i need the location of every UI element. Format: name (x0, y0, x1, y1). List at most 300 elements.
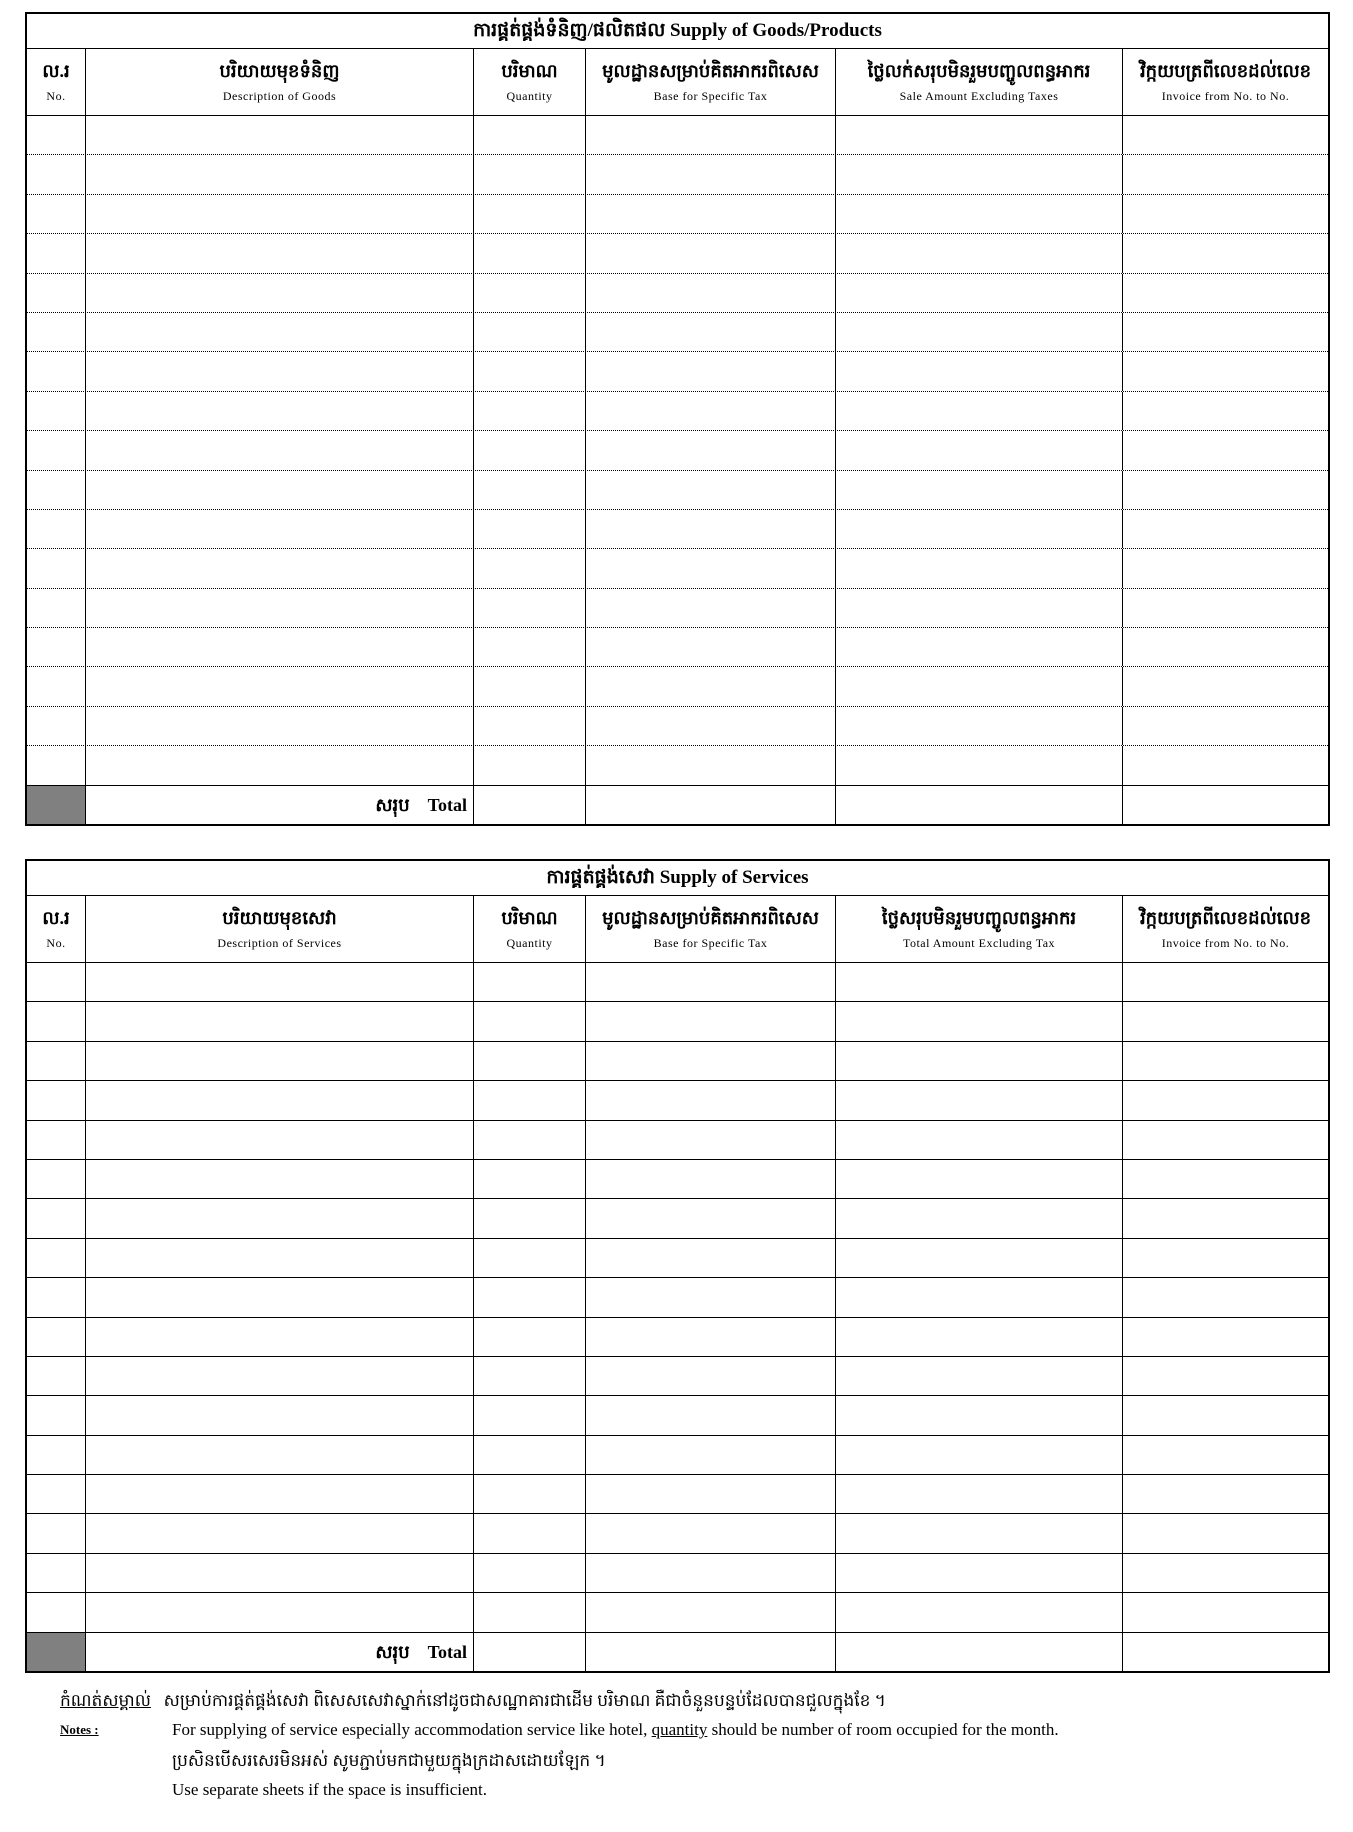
table-cell[interactable] (836, 1475, 1123, 1513)
table-row (27, 1396, 1328, 1435)
table-cell[interactable] (836, 155, 1123, 193)
table-cell[interactable] (27, 195, 86, 233)
column-header-en: Base for Specific Tax (653, 936, 768, 950)
table-cell[interactable] (86, 274, 474, 312)
table-cell[interactable] (86, 116, 474, 154)
table-cell[interactable] (1123, 1357, 1328, 1395)
table-cell[interactable] (1123, 155, 1328, 193)
table-cell[interactable] (474, 1396, 586, 1434)
table-cell[interactable] (86, 549, 474, 587)
table-cell[interactable] (27, 1357, 86, 1395)
table-cell[interactable] (586, 1514, 836, 1552)
table-body (27, 116, 1328, 786)
column-header-en: Invoice from No. to No. (1161, 936, 1290, 950)
table-row (27, 667, 1328, 706)
services-title (27, 861, 1328, 896)
table-row (27, 1081, 1328, 1120)
table-cell[interactable] (836, 234, 1123, 272)
column-header-kh: វិក្កយបត្រពីលេខដល់លេខ (1139, 908, 1312, 928)
column-header (1123, 49, 1328, 115)
table-cell[interactable] (27, 1514, 86, 1552)
table-cell[interactable] (586, 1199, 836, 1237)
table-row (27, 1318, 1328, 1357)
table-cell[interactable] (586, 1121, 836, 1159)
table-cell[interactable] (586, 549, 836, 587)
table-cell[interactable] (86, 1357, 474, 1395)
table-cell[interactable] (27, 116, 86, 154)
shaded-cell (27, 1633, 86, 1671)
table-cell[interactable] (586, 1160, 836, 1198)
table-cell[interactable] (586, 155, 836, 193)
table-cell[interactable] (1123, 1081, 1328, 1119)
table-cell[interactable] (1123, 471, 1328, 509)
column-header (586, 49, 836, 115)
table-cell[interactable] (474, 1081, 586, 1119)
note-text: quantity (651, 1720, 708, 1739)
table-cell[interactable] (86, 1081, 474, 1119)
table-row (27, 1002, 1328, 1041)
table-cell[interactable] (86, 392, 474, 430)
column-header (27, 896, 86, 962)
header-row (27, 49, 1328, 116)
table-cell[interactable] (836, 667, 1123, 705)
table-cell[interactable] (836, 707, 1123, 745)
total-row (27, 786, 1328, 824)
table-cell[interactable] (86, 1475, 474, 1513)
table-cell[interactable] (1123, 589, 1328, 627)
table-cell[interactable] (27, 1396, 86, 1434)
table-cell[interactable] (1123, 1475, 1328, 1513)
table-cell[interactable] (836, 549, 1123, 587)
table-row (27, 392, 1328, 431)
table-cell[interactable] (86, 1199, 474, 1237)
table-cell[interactable] (1123, 963, 1328, 1001)
table-cell[interactable] (836, 1593, 1123, 1631)
column-header-kh: វិក្កយបត្រពីលេខដល់លេខ (1139, 61, 1312, 81)
table-cell[interactable] (1123, 1436, 1328, 1474)
table-cell[interactable] (1123, 274, 1328, 312)
table-cell[interactable] (836, 1002, 1123, 1040)
table-row (27, 274, 1328, 313)
table-cell[interactable] (586, 628, 836, 666)
total-label (86, 1633, 474, 1671)
table-cell[interactable] (474, 1239, 586, 1277)
table-cell[interactable] (586, 1396, 836, 1434)
table-cell[interactable] (1123, 1239, 1328, 1277)
total-label-kh: សរុប (375, 1641, 410, 1662)
total-label-en: Total (427, 1641, 467, 1662)
column-header (1123, 896, 1328, 962)
table-cell[interactable] (474, 1199, 586, 1237)
table-cell[interactable] (836, 510, 1123, 548)
table-cell[interactable] (27, 431, 86, 469)
table-cell[interactable] (474, 234, 586, 272)
table-cell[interactable] (836, 1554, 1123, 1592)
table-cell[interactable] (1123, 1318, 1328, 1356)
table-cell[interactable] (474, 667, 586, 705)
table-cell[interactable] (836, 392, 1123, 430)
table-cell[interactable] (474, 392, 586, 430)
table-row (27, 195, 1328, 234)
table-cell[interactable] (474, 1475, 586, 1513)
table-cell[interactable] (86, 589, 474, 627)
table-row (27, 155, 1328, 194)
table-cell[interactable] (586, 471, 836, 509)
table-cell[interactable] (1123, 116, 1328, 154)
table-cell[interactable] (836, 1436, 1123, 1474)
table-cell[interactable] (1123, 1514, 1328, 1552)
table-cell[interactable] (1123, 549, 1328, 587)
table-cell[interactable] (474, 1554, 586, 1592)
table-cell[interactable] (474, 1318, 586, 1356)
table-cell[interactable] (27, 1121, 86, 1159)
column-header-en: Total Amount Excluding Tax (902, 936, 1056, 950)
table-cell[interactable] (1123, 431, 1328, 469)
total-cell[interactable] (836, 786, 1123, 824)
column-header (27, 49, 86, 115)
table-cell[interactable] (1123, 1160, 1328, 1198)
notes-line1-en (172, 1720, 1059, 1740)
note-text: សម្រាប់ការផ្គត់ផ្គង់សេវា ពិសេសសេវាស្នាក់នៅដូចជាសណ្ឋាគារជាដើម បរិមាណ គឺជាចំនួនបន្ទប់ដែលបានជួលក្នុងខែ ។ (163, 1691, 886, 1710)
column-header-kh: ថ្លៃលក់សរុបមិនរួមបញ្ចូលពន្ធអាករ (867, 61, 1091, 81)
table-cell[interactable] (586, 352, 836, 390)
table-cell[interactable] (474, 1357, 586, 1395)
table-cell[interactable] (1123, 667, 1328, 705)
table-cell[interactable] (586, 707, 836, 745)
table-cell[interactable] (586, 1593, 836, 1631)
table-cell[interactable] (86, 1436, 474, 1474)
table-cell[interactable] (836, 1121, 1123, 1159)
table-cell[interactable] (27, 1199, 86, 1237)
table-row (27, 549, 1328, 588)
table-cell[interactable] (27, 1002, 86, 1040)
shaded-cell (27, 786, 86, 824)
table-row (27, 628, 1328, 667)
table-cell[interactable] (1123, 746, 1328, 784)
table-cell[interactable] (27, 313, 86, 351)
table-cell[interactable] (1123, 707, 1328, 745)
table-cell[interactable] (474, 1042, 586, 1080)
table-cell[interactable] (586, 1042, 836, 1080)
table-cell[interactable] (474, 549, 586, 587)
table-cell[interactable] (27, 1042, 86, 1080)
table-cell[interactable] (27, 352, 86, 390)
table-row (27, 707, 1328, 746)
table-cell[interactable] (586, 1357, 836, 1395)
table-cell[interactable] (836, 274, 1123, 312)
table-cell[interactable] (1123, 234, 1328, 272)
total-cell[interactable] (474, 1633, 586, 1671)
column-header-en: No. (46, 89, 66, 103)
table-cell[interactable] (474, 195, 586, 233)
table-cell[interactable] (586, 667, 836, 705)
table-cell[interactable] (86, 1396, 474, 1434)
table-cell[interactable] (1123, 1002, 1328, 1040)
table-cell[interactable] (474, 116, 586, 154)
table-cell[interactable] (586, 1436, 836, 1474)
table-cell[interactable] (27, 1278, 86, 1316)
table-row (27, 1278, 1328, 1317)
column-header-en: Invoice from No. to No. (1161, 89, 1290, 103)
table-row (27, 1199, 1328, 1238)
table-cell[interactable] (86, 313, 474, 351)
table-cell[interactable] (836, 1514, 1123, 1552)
table-row (27, 1593, 1328, 1632)
title-en: Supply of Goods/Products (670, 20, 882, 41)
table-cell[interactable] (27, 589, 86, 627)
table-cell[interactable] (1123, 313, 1328, 351)
table-cell[interactable] (586, 1081, 836, 1119)
table-cell[interactable] (86, 1239, 474, 1277)
table-row (27, 1436, 1328, 1475)
table-cell[interactable] (586, 1554, 836, 1592)
table-cell[interactable] (86, 1593, 474, 1631)
table-cell[interactable] (27, 510, 86, 548)
table-cell[interactable] (586, 510, 836, 548)
table-cell[interactable] (27, 628, 86, 666)
table-cell[interactable] (836, 1239, 1123, 1277)
table-cell[interactable] (1123, 628, 1328, 666)
table-cell[interactable] (27, 1160, 86, 1198)
table-cell[interactable] (836, 963, 1123, 1001)
table-cell[interactable] (86, 1554, 474, 1592)
table-cell[interactable] (1123, 392, 1328, 430)
column-header-kh: ល.រ (42, 61, 70, 81)
table-cell[interactable] (836, 1160, 1123, 1198)
total-cell[interactable] (1123, 786, 1328, 824)
table-cell[interactable] (27, 1593, 86, 1631)
table-cell[interactable] (1123, 1199, 1328, 1237)
table-cell[interactable] (27, 1081, 86, 1119)
column-header-en: Description of Services (217, 936, 342, 950)
table-cell[interactable] (86, 1514, 474, 1552)
table-cell[interactable] (836, 471, 1123, 509)
table-cell[interactable] (474, 1160, 586, 1198)
table-cell[interactable] (836, 746, 1123, 784)
table-cell[interactable] (586, 1475, 836, 1513)
table-cell[interactable] (474, 1002, 586, 1040)
table-cell[interactable] (27, 963, 86, 1001)
notes-label-kh: កំណត់សម្គាល់ (60, 1691, 151, 1710)
column-header-kh: មូលដ្ឋានសម្រាប់គិតអាករពិសេស (602, 908, 819, 928)
table-cell[interactable] (1123, 1396, 1328, 1434)
table-cell[interactable] (1123, 510, 1328, 548)
table-cell[interactable] (474, 628, 586, 666)
total-cell[interactable] (1123, 1633, 1328, 1671)
goods-title (27, 14, 1328, 49)
services-table (25, 859, 1330, 1673)
table-cell[interactable] (474, 352, 586, 390)
title-kh: ការផ្គត់ផ្គង់សេវា (546, 867, 655, 888)
table-cell[interactable] (27, 1554, 86, 1592)
table-cell[interactable] (86, 234, 474, 272)
table-cell[interactable] (474, 1121, 586, 1159)
notes-line1-kh (60, 1690, 886, 1715)
table-cell[interactable] (474, 963, 586, 1001)
column-header-kh: ថ្លៃសរុបមិនរួមបញ្ចូលពន្ធអាករ (881, 908, 1077, 928)
table-cell[interactable] (86, 746, 474, 784)
table-row (27, 1475, 1328, 1514)
table-cell[interactable] (27, 707, 86, 745)
total-cell[interactable] (474, 786, 586, 824)
total-cell[interactable] (586, 786, 836, 824)
column-header-kh: ល.រ (42, 908, 70, 928)
table-cell[interactable] (586, 392, 836, 430)
table-cell[interactable] (86, 1002, 474, 1040)
table-row (27, 1357, 1328, 1396)
table-cell[interactable] (474, 155, 586, 193)
table-cell[interactable] (474, 746, 586, 784)
column-header-en: Sale Amount Excluding Taxes (899, 89, 1059, 103)
table-cell[interactable] (86, 1160, 474, 1198)
column-header (86, 896, 474, 962)
column-header (836, 49, 1123, 115)
table-row (27, 510, 1328, 549)
header-row (27, 896, 1328, 963)
table-cell[interactable] (586, 1278, 836, 1316)
table-cell[interactable] (836, 1199, 1123, 1237)
table-cell[interactable] (27, 1318, 86, 1356)
table-cell[interactable] (586, 746, 836, 784)
column-header-kh: បរិយាយមុខទំនិញ (219, 61, 340, 81)
table-row (27, 963, 1328, 1002)
table-cell[interactable] (836, 589, 1123, 627)
table-cell[interactable] (586, 116, 836, 154)
table-cell[interactable] (474, 1278, 586, 1316)
table-cell[interactable] (474, 1436, 586, 1474)
title-en: Supply of Services (659, 867, 809, 888)
table-cell[interactable] (86, 431, 474, 469)
table-cell[interactable] (474, 274, 586, 312)
table-cell[interactable] (836, 1081, 1123, 1119)
title-kh: ការផ្គត់ផ្គង់ទំនិញ/ផលិតផល (473, 20, 666, 41)
column-header (836, 896, 1123, 962)
table-cell[interactable] (474, 707, 586, 745)
table-cell[interactable] (86, 667, 474, 705)
table-cell[interactable] (86, 963, 474, 1001)
table-cell[interactable] (836, 313, 1123, 351)
table-row (27, 1121, 1328, 1160)
table-cell[interactable] (474, 1514, 586, 1552)
table-cell[interactable] (27, 746, 86, 784)
table-cell[interactable] (1123, 1554, 1328, 1592)
table-cell[interactable] (1123, 1121, 1328, 1159)
table-cell[interactable] (86, 155, 474, 193)
table-cell[interactable] (836, 431, 1123, 469)
table-cell[interactable] (836, 1357, 1123, 1395)
table-cell[interactable] (86, 1278, 474, 1316)
table-cell[interactable] (586, 589, 836, 627)
table-cell[interactable] (1123, 1042, 1328, 1080)
table-cell[interactable] (27, 1436, 86, 1474)
total-cell[interactable] (586, 1633, 836, 1671)
table-row (27, 431, 1328, 470)
table-cell[interactable] (836, 1042, 1123, 1080)
table-cell[interactable] (86, 471, 474, 509)
column-header-kh: បរិមាណ (501, 908, 558, 928)
table-cell[interactable] (86, 1121, 474, 1159)
table-cell[interactable] (586, 313, 836, 351)
table-cell[interactable] (27, 471, 86, 509)
column-header (586, 896, 836, 962)
table-cell[interactable] (586, 195, 836, 233)
table-cell[interactable] (86, 1042, 474, 1080)
notes-line2-kh: ប្រសិនបើសរសេរមិនអស់ សូមភ្ជាប់មកជាមួយក្នុងក្រដាសដោយឡែក ។ (172, 1751, 606, 1770)
table-row (27, 1514, 1328, 1553)
column-header-kh: បរិមាណ (501, 61, 558, 81)
table-cell[interactable] (86, 195, 474, 233)
table-cell[interactable] (836, 116, 1123, 154)
table-cell[interactable] (836, 195, 1123, 233)
column-header-kh: មូលដ្ឋានសម្រាប់គិតអាករពិសេស (602, 61, 819, 81)
table-cell[interactable] (474, 510, 586, 548)
column-header-en: Quantity (506, 936, 553, 950)
table-cell[interactable] (474, 471, 586, 509)
total-label-kh: សរុប (375, 794, 410, 815)
column-header (86, 49, 474, 115)
total-cell[interactable] (836, 1633, 1123, 1671)
table-cell[interactable] (27, 549, 86, 587)
table-cell[interactable] (586, 431, 836, 469)
table-cell[interactable] (27, 155, 86, 193)
table-row (27, 116, 1328, 155)
table-cell[interactable] (1123, 195, 1328, 233)
table-cell[interactable] (27, 1475, 86, 1513)
table-cell[interactable] (86, 707, 474, 745)
table-cell[interactable] (27, 667, 86, 705)
notes-line2-en: Use separate sheets if the space is insufficient. (172, 1780, 488, 1799)
table-cell[interactable] (836, 1278, 1123, 1316)
total-row (27, 1633, 1328, 1671)
table-row (27, 234, 1328, 273)
table-cell[interactable] (836, 1318, 1123, 1356)
table-row (27, 1042, 1328, 1081)
table-cell[interactable] (86, 628, 474, 666)
table-row (27, 313, 1328, 352)
table-cell[interactable] (474, 431, 586, 469)
table-cell[interactable] (1123, 352, 1328, 390)
table-row (27, 1554, 1328, 1593)
table-cell[interactable] (27, 234, 86, 272)
table-cell[interactable] (836, 1396, 1123, 1434)
table-cell[interactable] (86, 1318, 474, 1356)
table-cell[interactable] (474, 1593, 586, 1631)
table-cell[interactable] (474, 589, 586, 627)
table-cell[interactable] (1123, 1278, 1328, 1316)
table-cell[interactable] (27, 274, 86, 312)
table-cell[interactable] (586, 234, 836, 272)
goods-table (25, 12, 1330, 826)
table-cell[interactable] (586, 274, 836, 312)
table-cell[interactable] (586, 963, 836, 1001)
table-cell[interactable] (86, 352, 474, 390)
total-label (86, 786, 474, 824)
table-cell[interactable] (836, 352, 1123, 390)
column-header-en: Description of Goods (222, 89, 337, 103)
table-cell[interactable] (27, 1239, 86, 1277)
column-header-en: No. (46, 936, 66, 950)
table-cell[interactable] (586, 1318, 836, 1356)
table-cell[interactable] (586, 1002, 836, 1040)
table-cell[interactable] (27, 392, 86, 430)
table-body (27, 963, 1328, 1633)
table-row (27, 471, 1328, 510)
table-cell[interactable] (474, 313, 586, 351)
table-cell[interactable] (86, 510, 474, 548)
table-cell[interactable] (586, 1239, 836, 1277)
table-cell[interactable] (1123, 1593, 1328, 1631)
table-cell[interactable] (836, 628, 1123, 666)
